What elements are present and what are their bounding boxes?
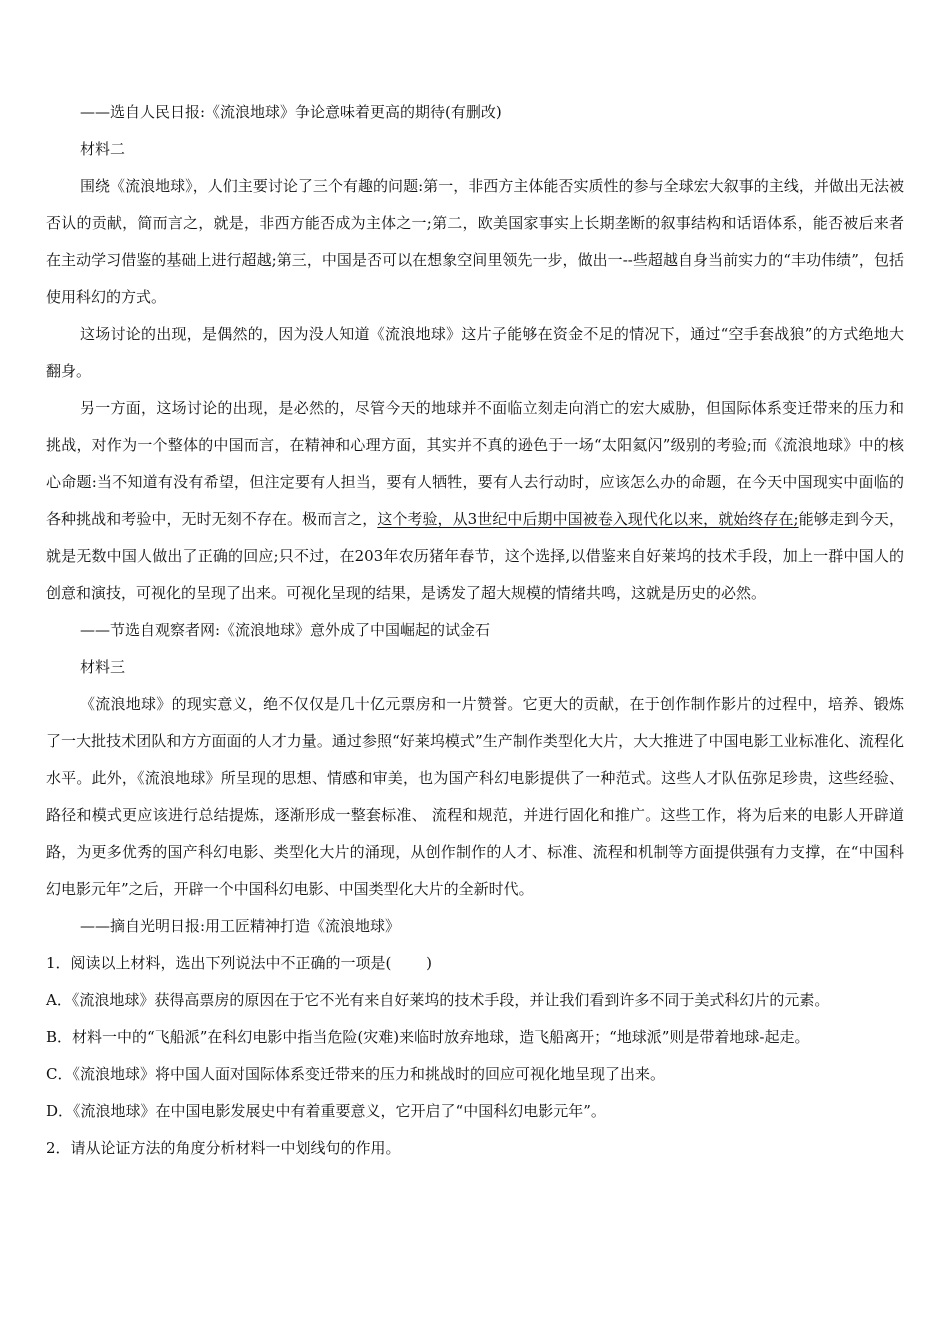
material-2-paragraph-2: 这场讨论的出现，是偶然的，因为没人知道《流浪地球》这片子能够在资金不足的情况下，通过“空手套战狼”的方式绝地大翻身。 [46,325,904,380]
material-3-paragraph-1: 《流浪地球》的现实意义，绝不仅仅是几十亿元票房和一片赞誉。它更大的贡献，在于创作制作影片的过程中，培养、锻炼了一大批技术团队和方方面面的人才力量。通过参照“好莱坞模式”生产制作类型化大片，大大推进了中国电影工业标准化、流程化水平。此外，《流浪地球》所呈现的思想、情感和审美，也为国产科幻电影提供了一种范式。这些人才队伍弥足珍贵，这些经验、路径和模式更应该进行总结提炼，逐渐形成一整套标准、 流程和规范，并进行固化和推广。这些工作，将为后来的电影人开辟道路，为更多优秀的国产科幻电影、类型化大片的涌现，从创作制作的人才、标准、流程和机制等方面提供强有力支撑，在“中国科幻电影元年”之后，开辟一个中国科幻电影、中国类型化大片的全新时代。 [46,695,904,898]
question-1-option-d: D．《流浪地球》在中国电影发展史中有着重要意义，它开启了“中国科幻电影元年”。 [46,1102,606,1120]
material-3-label: 材料三 [80,658,126,676]
question-2: 2．请从论证方法的角度分析材料一中划线句的作用。 [46,1139,401,1157]
source-citation-1: ——选自人民日报:《流浪地球》争论意味着更高的期待(有删改) [80,103,502,121]
question-1-option-a: A．《流浪地球》获得高票房的原因在于它不光有来自好莱坞的技术手段，并让我们看到许多不同于美式科幻片的元素。 [46,991,830,1009]
document-content [46,94,904,1167]
question-1: 1．阅读以上材料，选出下列说法中不正确的一项是( ) [46,954,433,972]
underlined-sentence: 这个考验，从3世纪中后期中国被卷入现代化以来，就始终存在; [377,510,799,528]
source-citation-3: ——摘自光明日报:用工匠精神打造《流浪地球》 [80,917,401,935]
paragraph-3-text-before: 另一方面，这场讨论的出现，是必然的，尽管今天的地球并不面临立刻走向消亡的宏大威胁，但国际体系变迁带来的压力和挑战，对作为一个整体的中国而言，在精神和心理方面，其实并不真的逊色于一场“太阳氦闪”级别的考验;而《流浪地球》中的核心命题:当不知道有没有希望，但注定要有人担当，要有人牺牲，要有人去行动时，应该怎么办的命题，在今天中国现实中面临的各种挑战和考验中，无时无刻不存在。极而言之， [46,399,904,528]
material-2-paragraph-3 [46,390,904,612]
paragraph-3-text-after: 能够走到今天，就是无数中国人做出了正确的回应;只不过，在203年农历猪年春节，这个选择,以借鉴来自好莱坞的技术手段，加上一群中国人的创意和演技，可视化的呈现了出来。可视化呈现的结果，是诱发了超大规模的情绪共鸣，这就是历史的必然。 [46,510,904,602]
material-2-label: 材料二 [80,140,126,158]
question-1-option-c: C．《流浪地球》将中国人面对国际体系变迁带来的压力和挑战时的回应可视化地呈现了出来。 [46,1065,665,1083]
source-citation-2: ——节选自观察者网:《流浪地球》意外成了中国崛起的试金石 [80,621,491,639]
question-1-option-b: B．材料一中的“飞船派”在科幻电影中指当危险(灾难)来临时放弃地球，造飞船离开；“地球派”则是带着地球-起走。 [46,1028,810,1046]
material-2-paragraph-1: 围绕《流浪地球》，人们主要讨论了三个有趣的问题:第一，非西方主体能否实质性的参与全球宏大叙事的主线，并做出无法被否认的贡献，简而言之，就是，非西方能否成为主体之一;第二，欧美国家事实上长期垄断的叙事结构和话语体系，能否被后来者在主动学习借鉴的基础上进行超越;第三，中国是否可以在想象空间里领先一步，做出一--些超越自身当前实力的“丰功伟绩”，包括使用科幻的方式。 [46,177,904,306]
